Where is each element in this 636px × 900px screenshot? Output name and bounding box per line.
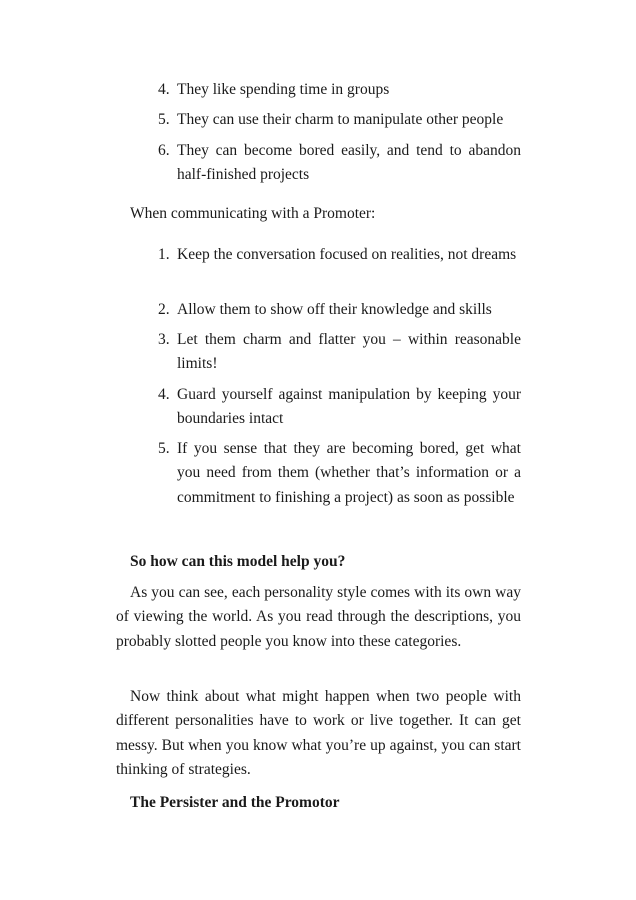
list-item (158, 328, 521, 377)
list-number: 1. (158, 246, 170, 263)
list-text: They like spending time in groups (177, 81, 390, 98)
intro-text: When communicating with a Promoter: (130, 205, 376, 222)
body-paragraph: As you can see, each personality style comes with its own way of viewing the world. As you read through the descriptions, you probably slotted people you know into these categories. (116, 584, 521, 650)
list-number: 6. (158, 142, 170, 159)
section-heading: So how can this model help you? (130, 553, 346, 570)
list-item (158, 383, 521, 432)
list-item (158, 437, 521, 510)
list-text: They can become bored easily, and tend to abandon half-finished projects (177, 142, 521, 184)
list-text: Let them charm and flatter you – within reasonable limits! (177, 331, 521, 373)
list-number: 4. (158, 386, 170, 403)
list-item (158, 78, 521, 102)
list-number: 5. (158, 440, 170, 457)
list-text: They can use their charm to manipulate other people (177, 111, 504, 128)
list-text: If you sense that they are becoming bored, get what you need from them (whether that’s information or a commitment to finishing a project) as soon as possible (177, 440, 521, 506)
list-number: 4. (158, 81, 170, 98)
list-item (158, 108, 521, 132)
list-text: Allow them to show off their knowledge and skills (177, 301, 492, 318)
list-number: 5. (158, 111, 170, 128)
body-paragraph: Now think about what might happen when two people with different personalities have to work or live together. It can get messy. But when you know what you’re up against, you can start thinking of strategies. (116, 688, 521, 778)
list-item (158, 298, 521, 322)
list-number: 2. (158, 301, 170, 318)
list-item (158, 139, 521, 188)
section-heading: The Persister and the Promotor (130, 794, 340, 811)
list-text: Keep the conversation focused on realities, not dreams (177, 246, 517, 263)
list-text: Guard yourself against manipulation by keeping your boundaries intact (177, 386, 521, 428)
list-number: 3. (158, 331, 170, 348)
list-item (158, 243, 521, 267)
